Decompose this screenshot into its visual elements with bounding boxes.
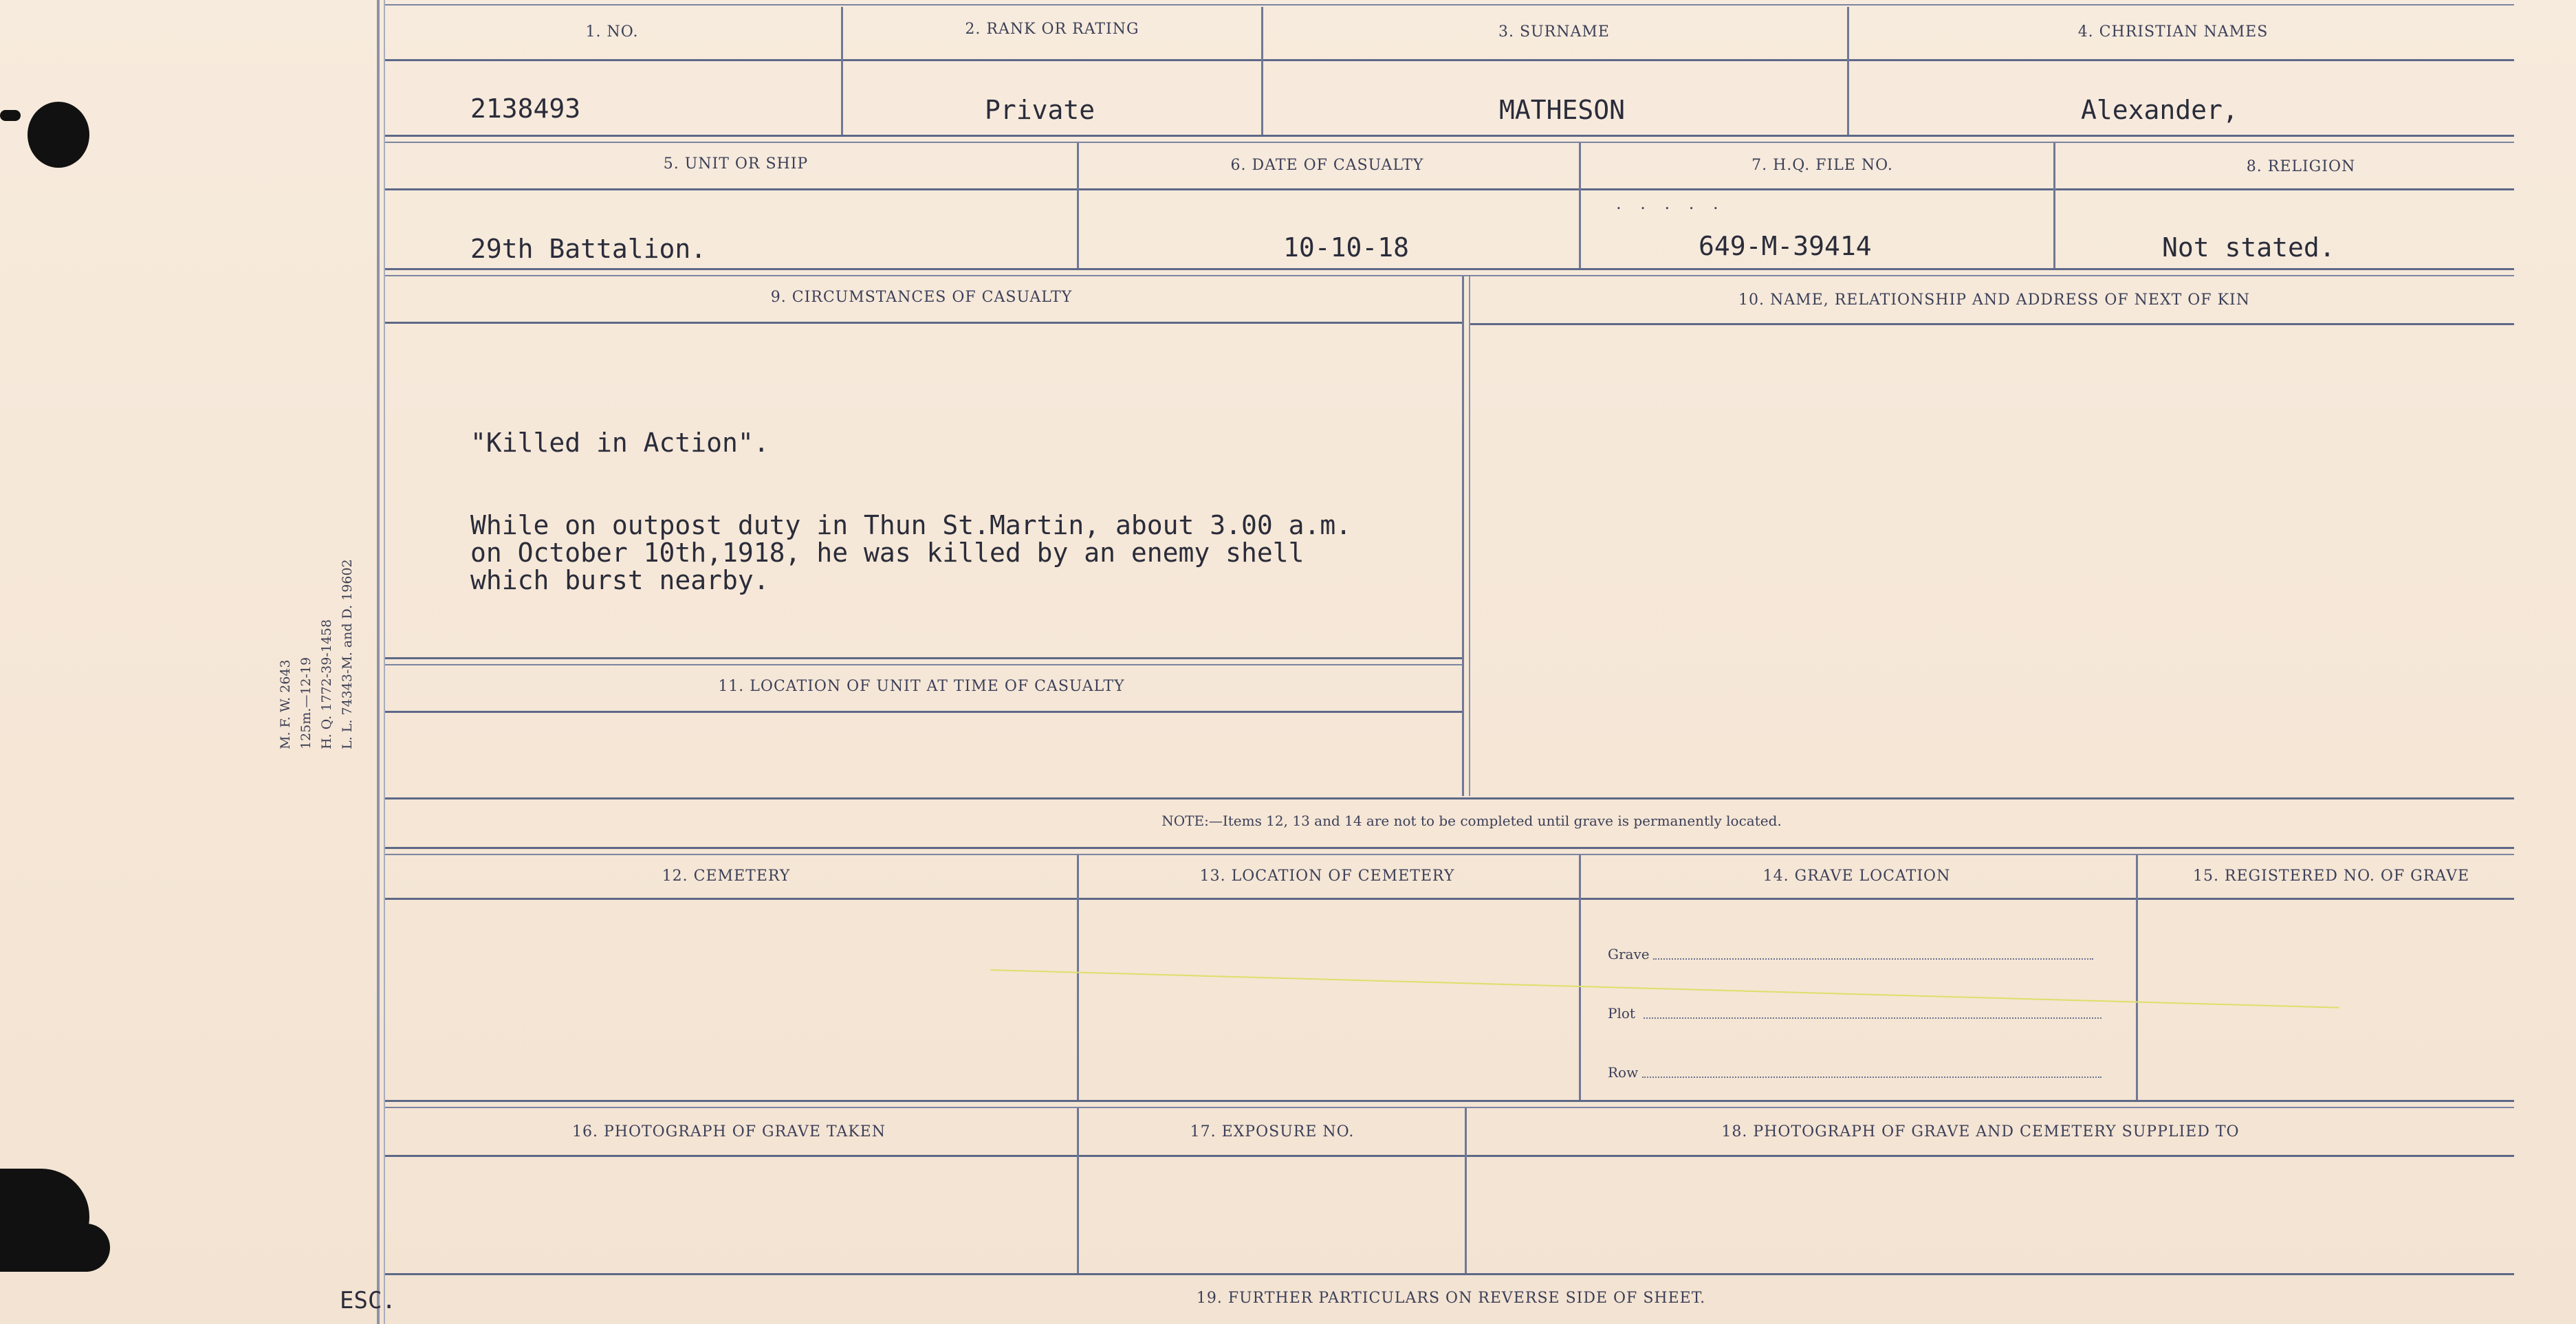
rule bbox=[385, 797, 2514, 799]
rule bbox=[385, 711, 1463, 713]
rule bbox=[1077, 1108, 1079, 1273]
rule bbox=[385, 59, 2514, 61]
grave-field-line bbox=[1653, 958, 2093, 960]
rule bbox=[385, 1273, 2514, 1275]
print-run: 125m.—12-19 bbox=[298, 657, 314, 749]
rule bbox=[1847, 7, 1849, 135]
circumstances-line: "Killed in Action". bbox=[470, 428, 769, 458]
grave-field-label: Grave bbox=[1608, 946, 1650, 962]
rule bbox=[1261, 7, 1263, 135]
value-rank: Private bbox=[985, 95, 1095, 125]
label-cemetery: 12. CEMETERY bbox=[662, 868, 791, 885]
rule bbox=[385, 847, 2514, 849]
rule bbox=[1077, 143, 1079, 268]
rule bbox=[1465, 1108, 1467, 1273]
form-print-info bbox=[275, 559, 358, 749]
binder-hole-top bbox=[0, 110, 21, 121]
rule bbox=[385, 135, 2514, 137]
rule bbox=[1579, 143, 1581, 268]
row-field-label: Row bbox=[1608, 1064, 1639, 1081]
label-no: 1. NO. bbox=[585, 23, 639, 41]
margin-rule bbox=[384, 0, 385, 1324]
footer-code: ESC. bbox=[340, 1287, 396, 1314]
value-hq-file-no: 649-M-39414 bbox=[1699, 231, 1872, 261]
rule bbox=[2053, 143, 2055, 268]
value-christian-names: Alexander, bbox=[2081, 95, 2238, 125]
label-religion: 8. RELIGION bbox=[2246, 158, 2356, 175]
hq-reference: H. Q. 1772-39-1458 bbox=[319, 619, 334, 749]
rule bbox=[1579, 855, 1581, 1100]
rule bbox=[385, 657, 1463, 659]
label-circumstances: 9. CIRCUMSTANCES OF CASUALTY bbox=[770, 289, 1073, 306]
rule bbox=[385, 322, 1463, 324]
rule bbox=[385, 4, 2514, 5]
label-photograph-taken: 16. PHOTOGRAPH OF GRAVE TAKEN bbox=[572, 1123, 886, 1140]
form-number: M. F. W. 2643 bbox=[278, 659, 293, 749]
rule bbox=[385, 664, 1463, 665]
rule bbox=[841, 7, 843, 135]
label-registered-no: 15. REGISTERED NO. OF GRAVE bbox=[2192, 868, 2470, 885]
rule bbox=[385, 1107, 2514, 1108]
value-surname: MATHESON bbox=[1499, 95, 1626, 125]
rule bbox=[385, 268, 2514, 270]
rule bbox=[1469, 276, 1470, 796]
rule bbox=[385, 275, 2514, 276]
hq-dots: . . . . . bbox=[1616, 194, 1725, 213]
rule bbox=[1462, 276, 1464, 796]
circumstances-line: While on outpost duty in Thun St.Martin, about 3.00 a.m. bbox=[470, 510, 1352, 540]
label-unit: 5. UNIT OR SHIP bbox=[663, 155, 809, 173]
label-location-of-cemetery: 13. LOCATION OF CEMETERY bbox=[1199, 868, 1455, 885]
binder-hole-bottom bbox=[0, 1224, 110, 1272]
label-location-of-unit: 11. LOCATION OF UNIT AT TIME OF CASUALTY bbox=[718, 678, 1125, 695]
value-religion: Not stated. bbox=[2162, 232, 2335, 263]
rule bbox=[2136, 855, 2138, 1100]
plot-field-label: Plot bbox=[1608, 1005, 1635, 1022]
circumstances-line: on October 10th,1918, he was killed by an enemy shell bbox=[470, 538, 1305, 568]
plot-field-line bbox=[1644, 1017, 2102, 1019]
label-exposure-no: 17. EXPOSURE NO. bbox=[1190, 1123, 1355, 1140]
value-no: 2138493 bbox=[470, 93, 581, 124]
label-date-of-casualty: 6. DATE OF CASUALTY bbox=[1230, 157, 1424, 174]
rule bbox=[1077, 855, 1079, 1100]
value-unit: 29th Battalion. bbox=[470, 234, 707, 264]
label-next-of-kin: 10. NAME, RELATIONSHIP AND ADDRESS OF NEXT OF KIN bbox=[1738, 291, 2250, 309]
rule bbox=[385, 1100, 2514, 1102]
rule bbox=[1469, 323, 2514, 325]
rule bbox=[385, 854, 2514, 855]
label-further-particulars: 19. FURTHER PARTICULARS ON REVERSE SIDE OF SHEET. bbox=[1196, 1290, 1706, 1307]
label-christian-names: 4. CHRISTIAN NAMES bbox=[2077, 23, 2269, 41]
rule bbox=[385, 898, 2514, 900]
label-rank: 2. RANK OR RATING bbox=[965, 21, 1139, 38]
circumstances-line: which burst nearby. bbox=[470, 565, 769, 595]
rule bbox=[385, 188, 2514, 190]
rule bbox=[385, 142, 2514, 143]
binder-hole-top bbox=[28, 102, 89, 168]
label-grave-location: 14. GRAVE LOCATION bbox=[1762, 868, 1951, 885]
ll-reference: L. L. 74343-M. and D. 19602 bbox=[340, 559, 355, 749]
label-hq-file-no: 7. H.Q. FILE NO. bbox=[1751, 157, 1893, 174]
note: NOTE:—Items 12, 13 and 14 are not to be completed until grave is permanently located. bbox=[1161, 813, 1782, 829]
label-photograph-supplied: 18. PHOTOGRAPH OF GRAVE AND CEMETERY SUPPLIED TO bbox=[1721, 1123, 2240, 1140]
margin-rule bbox=[377, 0, 380, 1324]
row-field-line bbox=[1642, 1077, 2102, 1078]
rule bbox=[385, 1155, 2514, 1157]
value-date: 10-10-18 bbox=[1283, 232, 1410, 263]
label-surname: 3. SURNAME bbox=[1498, 23, 1610, 41]
